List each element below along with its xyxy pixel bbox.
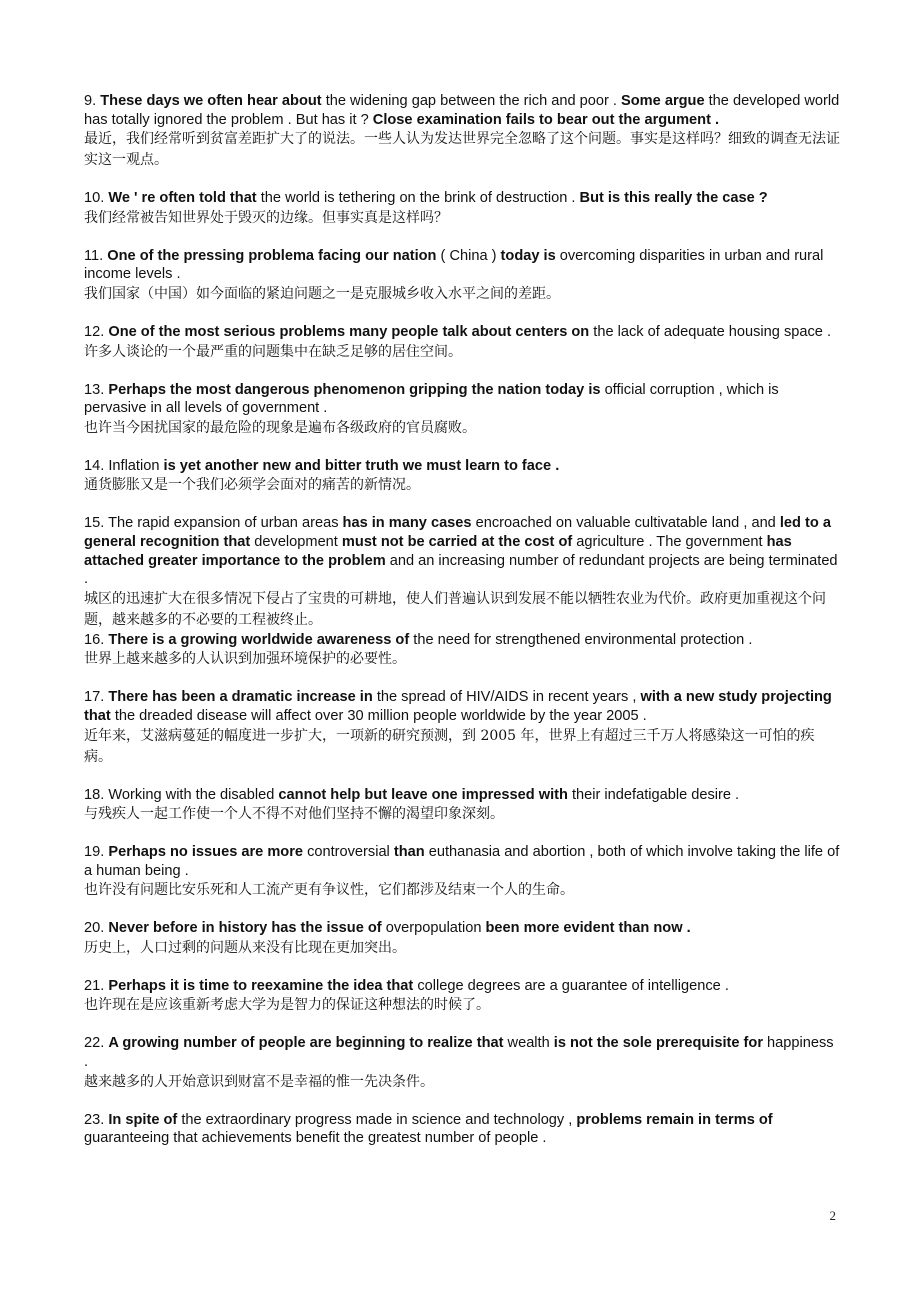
chinese-translation: 近年来，艾滋病蔓延的幅度进一步扩大，一项新的研究预测，到 2005 年，世界上有超过三千万人将感染这一可怕的疾病。 <box>84 727 815 765</box>
sentence-text: wealth <box>503 1035 554 1052</box>
sentence-text: 21. <box>84 977 109 994</box>
key-phrase: A growing number of people are beginning to realize that <box>108 1035 504 1052</box>
chinese-translation: 世界上越来越多的人认识到加强环境保护的必要性。 <box>84 651 406 668</box>
sentence-text: agriculture . The government <box>572 533 767 550</box>
english-sentence <box>84 92 840 129</box>
english-sentence <box>84 688 840 725</box>
key-phrase: One of the most serious problems many people talk about centers on <box>108 323 590 340</box>
sentence-text: the widening gap between the rich and poor . <box>321 93 622 109</box>
key-phrase: Some argue <box>621 93 705 109</box>
sentence-text: 22. <box>84 1035 109 1052</box>
key-phrase: We ' re often told that <box>108 190 257 207</box>
chinese-translation: 也许当今困扰国家的最危险的现象是遍布各级政府的官员腐败。 <box>84 419 476 436</box>
english-sentence <box>84 381 840 418</box>
chinese-translation: 历史上，人口过剩的问题从来没有比现在更加突出。 <box>84 939 406 956</box>
sentence-text: the dreaded disease will affect over 30 million people worldwide by the year 2005 . <box>110 707 647 724</box>
english-sentence <box>84 1111 840 1148</box>
entry-19 <box>84 843 840 901</box>
sentence-text: the need for strengthened environmental protection . <box>409 631 753 648</box>
english-sentence <box>84 189 840 208</box>
key-phrase: These days we often hear about <box>100 93 322 109</box>
sentence-text: 19. <box>84 844 109 861</box>
sentence-text: official corruption , which is pervasive in all levels of government . <box>84 381 779 417</box>
sentence-text: development <box>250 533 342 550</box>
sentence-text: college degrees are a guarantee of intelligence . <box>413 977 729 994</box>
sentence-text: 18. Working with the disabled <box>84 786 279 803</box>
key-phrase: is not the sole prerequisite for <box>553 1035 763 1052</box>
sentence-text: controversial <box>303 844 394 861</box>
english-sentence <box>84 786 840 805</box>
key-phrase: been more evident than now . <box>485 920 691 937</box>
chinese-translation: 越来越多的人开始意识到财富不是幸福的惟一先决条件。 <box>84 1073 434 1090</box>
key-phrase: today is <box>500 247 556 264</box>
chinese-translation: 通货膨胀又是一个我们必须学会面对的痛苦的新情况。 <box>84 477 420 494</box>
key-phrase: But is this really the case ? <box>579 190 768 207</box>
chinese-translation: 我们国家（中国）如今面临的紧迫问题之一是克服城乡收入水平之间的差距。 <box>84 285 560 302</box>
entry-21 <box>84 977 840 1017</box>
english-sentence <box>84 457 840 476</box>
sentence-text: 11. <box>84 247 108 264</box>
sentence-text: encroached on valuable cultivatable land , and <box>471 515 780 532</box>
sentence-text: guaranteeing that achievements benefit the greatest number of people . <box>84 1130 547 1147</box>
sentence-text: 12. <box>84 323 109 340</box>
sentence-text: 17. <box>84 689 109 706</box>
key-phrase: There has been a dramatic increase in <box>108 689 373 706</box>
key-phrase: must not be carried at the cost of <box>341 533 573 550</box>
english-sentence <box>84 514 840 588</box>
entry-14 <box>84 457 840 497</box>
sentence-text: 15. The rapid expansion of urban areas <box>84 515 343 532</box>
key-phrase: Never before in history has the issue of <box>108 920 382 937</box>
entry-17 <box>84 688 840 767</box>
sentence-text: 9. <box>84 93 101 109</box>
sentence-text: the spread of HIV/AIDS in recent years , <box>372 689 641 706</box>
sentence-text: ( China ) <box>436 247 501 264</box>
english-sentence <box>84 843 840 880</box>
sentence-text: 14. Inflation <box>84 457 164 474</box>
entry-22 <box>84 1034 840 1092</box>
sentence-text: 10. <box>84 190 109 207</box>
key-phrase: has attached greater importance to the problem <box>84 533 792 569</box>
chinese-translation: 许多人谈论的一个最严重的问题集中在缺乏足够的居住空间。 <box>84 343 462 360</box>
key-phrase: than <box>393 844 425 861</box>
sentence-text: 16. <box>84 631 109 648</box>
sentence-text: the world is tethering on the brink of destruction . <box>256 190 580 207</box>
entry-9 <box>84 92 840 171</box>
entry-16 <box>84 631 840 671</box>
key-phrase: problems remain in terms of <box>576 1111 773 1128</box>
chinese-translation: 最近，我们经常听到贫富差距扩大了的说法。一些人认为发达世界完全忽略了这个问题。事实是这样吗？细致的调查无法证实这一观点。 <box>84 131 840 169</box>
page-number: 2 <box>829 1208 836 1223</box>
key-phrase: is yet another new and bitter truth we must learn to face . <box>163 457 560 474</box>
entry-10 <box>84 189 840 229</box>
entry-23 <box>84 1111 840 1148</box>
sentence-text: euthanasia and abortion , both of which involve taking the life of a human being . <box>84 844 840 879</box>
sentence-text: 20. <box>84 920 109 937</box>
chinese-translation: 也许没有问题比安乐死和人工流产更有争议性，它们都涉及结束一个人的生命。 <box>84 882 574 899</box>
chinese-translation: 也许现在是应该重新考虑大学为是智力的保证这种想法的时候了。 <box>84 997 490 1014</box>
english-sentence <box>84 323 840 342</box>
key-phrase: Close examination fails to bear out the argument . <box>372 111 720 128</box>
entry-11 <box>84 247 840 305</box>
english-sentence <box>84 1034 840 1071</box>
entry-20 <box>84 919 840 959</box>
sentence-text: the lack of adequate housing space . <box>589 323 832 340</box>
sentence-text: the developed world has totally ignored the problem . But has it ? <box>84 93 840 128</box>
key-phrase: with a new study projecting that <box>84 689 832 724</box>
key-phrase: led to a general recognition that <box>84 515 831 550</box>
entry-12 <box>84 323 840 363</box>
key-phrase: There is a growing worldwide awareness of <box>108 631 410 648</box>
sentence-text: overpopulation <box>381 920 486 937</box>
key-phrase: One of the pressing problema facing our nation <box>107 247 437 264</box>
sentence-text: overcoming disparities in urban and rural income levels . <box>84 247 824 283</box>
sentence-text: happiness . <box>84 1035 834 1071</box>
key-phrase: Perhaps the most dangerous phenomenon gripping the nation today is <box>108 381 601 398</box>
english-sentence <box>84 247 840 284</box>
entry-18 <box>84 786 840 826</box>
key-phrase: has in many cases <box>342 515 472 532</box>
english-sentence <box>84 631 840 650</box>
key-phrase: In spite of <box>108 1111 178 1128</box>
entry-13 <box>84 381 840 439</box>
sentence-text: 13. <box>84 381 109 398</box>
chinese-translation: 与残疾人一起工作使一个人不得不对他们坚持不懈的渴望印象深刻。 <box>84 806 504 823</box>
sentence-text: the extraordinary progress made in science and technology , <box>177 1111 577 1128</box>
key-phrase: cannot help but leave one impressed with <box>278 786 568 803</box>
english-sentence <box>84 919 840 938</box>
sentence-text: and an increasing number of redundant projects are being terminated . <box>84 552 838 588</box>
entry-15 <box>84 514 840 630</box>
sentence-text: their indefatigable desire . <box>567 786 740 803</box>
chinese-translation: 城区的迅速扩大在很多情况下侵占了宝贵的可耕地，使人们普遍认识到发展不能以牺牲农业为代价。政府更加重视这个问题，越来越多的不必要的工程被终止。 <box>84 590 826 628</box>
chinese-translation: 我们经常被告知世界处于毁灭的边缘。但事实真是这样吗？ <box>84 209 448 226</box>
key-phrase: Perhaps no issues are more <box>108 844 304 861</box>
english-sentence <box>84 977 840 996</box>
key-phrase: Perhaps it is time to reexamine the idea that <box>108 977 414 994</box>
document-page <box>84 92 840 1148</box>
sentence-text: 23. <box>84 1111 109 1128</box>
